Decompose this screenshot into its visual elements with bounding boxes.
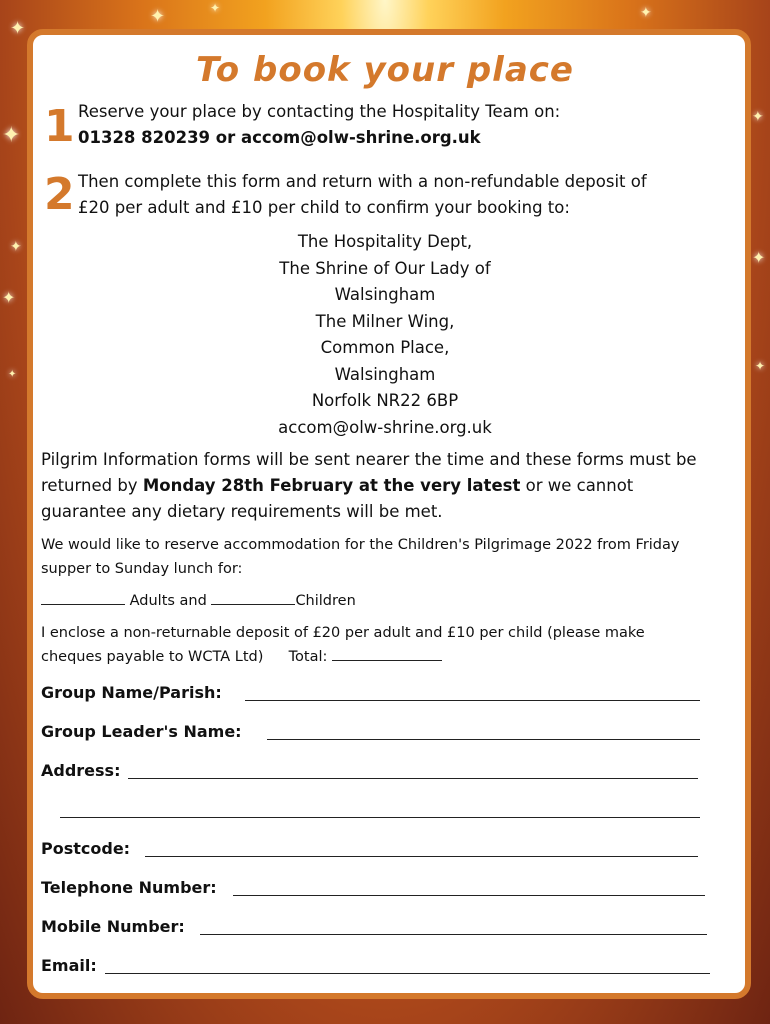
address-line: Walsingham [334,364,436,384]
address-input-2[interactable] [60,817,700,818]
reserve-line-2: supper to Sunday lunch for: [41,561,243,577]
postcode-label: Postcode: [41,839,131,858]
adults-children-row [41,589,356,613]
adults-count-field[interactable] [41,591,125,605]
step-2-number: 2 [44,169,75,220]
sparkle-icon: ✦ [640,5,652,21]
sparkle-icon: ✦ [10,239,22,255]
deposit-line-2 [41,645,442,669]
children-count-field[interactable] [211,591,295,605]
reserve-line-1: We would like to reserve accommodation for the Children's Pilgrimage 2022 from Friday [41,537,680,553]
cheque-payable-text: cheques payable to WCTA Ltd) [41,649,264,665]
adults-label: Adults and [129,593,207,609]
sparkle-icon: ✦ [752,109,764,125]
step-1-number: 1 [44,101,75,152]
address-line: Norfolk NR22 6BP [311,391,459,410]
step-2-line-2: £20 per adult and £10 per child to confirm your booking to: [78,198,570,217]
email-input[interactable] [105,973,710,974]
address-line: The Shrine of Our Lady of [279,258,491,278]
sparkle-icon: ✦ [755,359,766,373]
pilgrim-info-line-1: Pilgrim Information forms will be sent nearer the time and these forms must be [41,450,697,469]
postal-address [0,229,770,441]
address-email: accom@olw-shrine.org.uk [278,417,492,437]
address-input-1[interactable] [128,778,698,779]
address-label: Address: [41,761,121,780]
total-field[interactable] [332,647,442,661]
pilgrim-info-line-3: guarantee any dietary requirements will be met. [41,502,443,521]
group-leader-input[interactable] [267,739,700,740]
sparkle-icon: ✦ [2,288,16,307]
children-label: Children [295,593,356,609]
address-line: The Hospitality Dept, [297,232,473,251]
step-1-line-1: Reserve your place by contacting the Hospitality Team on: [78,102,561,121]
sparkle-icon: ✦ [210,1,221,15]
group-leader-label: Group Leader's Name: [41,722,242,741]
deposit-line-1: I enclose a non-returnable deposit of £20 per adult and £10 per child (please make [41,625,645,641]
sparkle-icon: ✦ [8,369,17,380]
sparkle-icon: ✦ [10,18,26,39]
mobile-input[interactable] [200,934,707,935]
sparkle-icon: ✦ [150,6,166,27]
step-1-contact: 01328 820239 or accom@olw-shrine.org.uk [78,128,481,147]
telephone-input[interactable] [233,895,705,896]
group-name-label: Group Name/Parish: [41,683,222,702]
sparkle-icon: ✦ [752,248,766,267]
step-2-line-1: Then complete this form and return with a non-refundable deposit of [78,172,647,191]
sparkle-icon: ✦ [2,123,21,148]
pilgrim-info-line-2 [41,473,633,499]
address-line: Common Place, [320,338,450,357]
address-line: Walsingham [334,285,436,304]
pilgrim-info-pre: returned by [41,476,143,495]
telephone-label: Telephone Number: [41,878,217,897]
pilgrim-info-post: or we cannot [520,476,634,495]
deadline-text: Monday 28th February at the very latest [142,476,521,495]
group-name-input[interactable] [245,700,700,701]
page-title: To book your place [196,50,574,90]
postcode-input[interactable] [145,856,698,857]
address-line: The Milner Wing, [315,311,455,331]
email-label: Email: [41,956,97,975]
total-label: Total: [288,649,328,665]
mobile-label: Mobile Number: [41,917,185,936]
